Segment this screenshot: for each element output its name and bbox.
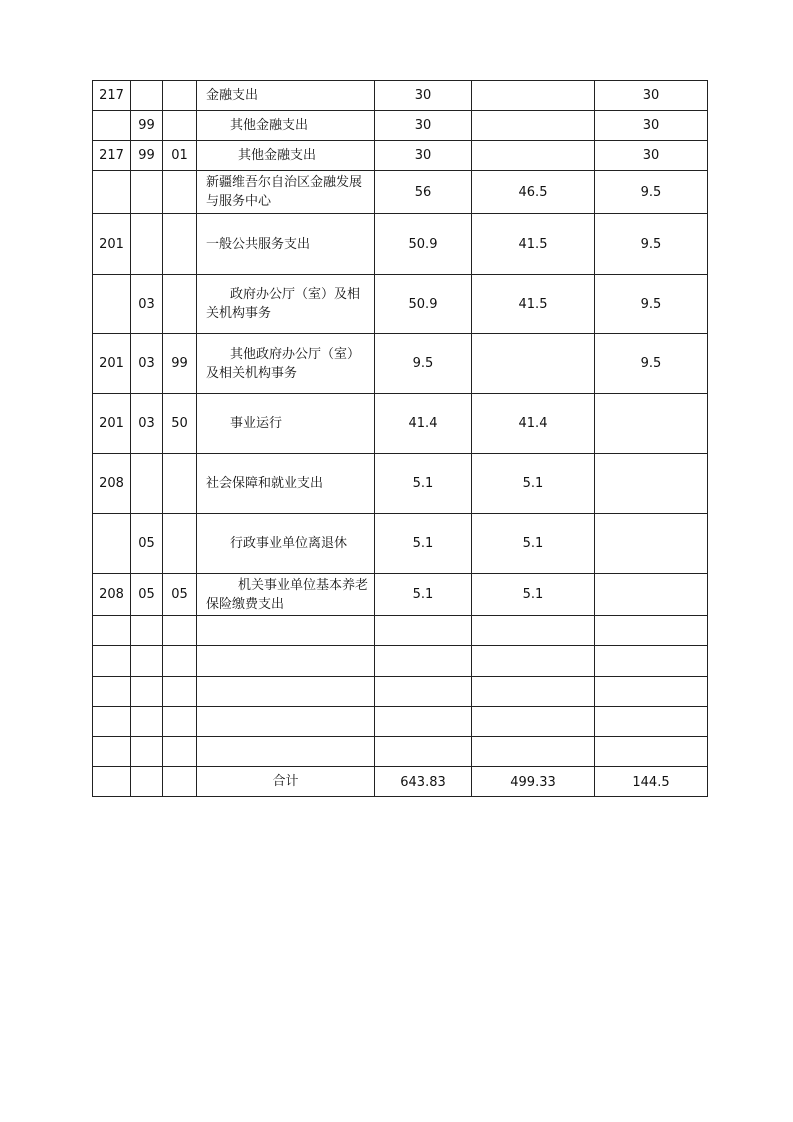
total-label: 合计 — [272, 774, 299, 789]
total-amount-cell: 41.4 — [375, 394, 472, 454]
basic-expense-cell — [472, 677, 595, 707]
kuan-code-cell — [131, 214, 163, 275]
project-expense-cell: 9.5 — [595, 214, 708, 275]
total-amount-cell: 5.1 — [375, 514, 472, 574]
basic-expense-cell: 41.4 — [472, 394, 595, 454]
basic-expense-cell — [472, 737, 595, 767]
total-row — [93, 767, 708, 797]
total-amount-cell — [375, 737, 472, 767]
item-name-cell — [197, 81, 375, 111]
xiang-code-cell — [163, 214, 197, 275]
item-name-cell — [197, 111, 375, 141]
project-expense-cell — [595, 646, 708, 677]
project-expense-cell — [595, 574, 708, 616]
kuan-code-cell: 99 — [131, 141, 163, 171]
total-amount-cell — [375, 616, 472, 646]
xiang-code-cell: 01 — [163, 141, 197, 171]
table-row — [93, 394, 708, 454]
item-name-cell — [197, 677, 375, 707]
lei-code-cell — [93, 737, 131, 767]
xiang-code-cell — [163, 81, 197, 111]
kuan-code-cell — [131, 707, 163, 737]
total-amount-cell — [375, 677, 472, 707]
lei-code-cell: 208 — [93, 574, 131, 616]
basic-expense-cell: 5.1 — [472, 454, 595, 514]
xiang-code-cell — [163, 707, 197, 737]
basic-expense-cell: 41.5 — [472, 214, 595, 275]
project-expense-cell: 30 — [595, 141, 708, 171]
total-amount-cell: 50.9 — [375, 275, 472, 334]
xiang-code-cell — [163, 677, 197, 707]
item-name-cell — [197, 707, 375, 737]
xiang-code-cell — [163, 111, 197, 141]
kuan-code-cell — [131, 737, 163, 767]
lei-code-cell — [93, 514, 131, 574]
lei-code-cell — [93, 677, 131, 707]
item-name-cell — [197, 214, 375, 275]
total-amount-cell: 56 — [375, 171, 472, 214]
xiang-code-cell — [163, 454, 197, 514]
item-name: 其他金融支出 — [238, 148, 317, 163]
lei-code-cell: 208 — [93, 454, 131, 514]
project-expense-cell — [595, 514, 708, 574]
kuan-code-cell — [131, 454, 163, 514]
item-name-cell — [197, 514, 375, 574]
project-expense-cell: 9.5 — [595, 275, 708, 334]
lei-code-cell — [93, 616, 131, 646]
table-row — [93, 707, 708, 737]
lei-code-cell: 217 — [93, 81, 131, 111]
lei-code-cell: 217 — [93, 141, 131, 171]
item-name: 机关事业单位基本养老保险缴费支出 — [206, 577, 369, 612]
table-row — [93, 677, 708, 707]
kuan-code-cell — [131, 616, 163, 646]
xiang-code-cell: 50 — [163, 394, 197, 454]
item-name: 社会保障和就业支出 — [206, 476, 324, 491]
total-lei-cell — [93, 767, 131, 797]
lei-code-cell — [93, 111, 131, 141]
item-name-cell — [197, 275, 375, 334]
total-amount-cell: 9.5 — [375, 334, 472, 394]
table-row — [93, 275, 708, 334]
table-row — [93, 111, 708, 141]
lei-code-cell — [93, 171, 131, 214]
kuan-code-cell: 03 — [131, 275, 163, 334]
kuan-code-cell — [131, 81, 163, 111]
lei-code-cell: 201 — [93, 214, 131, 275]
xiang-code-cell — [163, 514, 197, 574]
item-name: 其他政府办公厅（室）及相关机构事务 — [206, 346, 361, 381]
total-amount-cell: 50.9 — [375, 214, 472, 275]
basic-expense-cell — [472, 334, 595, 394]
basic-expense-cell — [472, 81, 595, 111]
total-basic-cell: 499.33 — [472, 767, 595, 797]
kuan-code-cell: 05 — [131, 574, 163, 616]
total-kuan-cell — [131, 767, 163, 797]
budget-table — [92, 80, 708, 797]
table-row — [93, 646, 708, 677]
basic-expense-cell: 46.5 — [472, 171, 595, 214]
project-expense-cell: 9.5 — [595, 171, 708, 214]
total-amount-cell: 30 — [375, 141, 472, 171]
basic-expense-cell: 5.1 — [472, 514, 595, 574]
item-name: 政府办公厅（室）及相关机构事务 — [206, 287, 361, 321]
project-expense-cell — [595, 707, 708, 737]
kuan-code-cell — [131, 677, 163, 707]
basic-expense-cell — [472, 111, 595, 141]
kuan-code-cell: 03 — [131, 394, 163, 454]
project-expense-cell — [595, 454, 708, 514]
xiang-code-cell — [163, 616, 197, 646]
item-name-cell — [197, 574, 375, 616]
basic-expense-cell — [472, 707, 595, 737]
item-name-cell — [197, 141, 375, 171]
lei-code-cell — [93, 275, 131, 334]
basic-expense-cell — [472, 616, 595, 646]
item-name: 新疆维吾尔自治区金融发展与服务中心 — [206, 175, 363, 209]
kuan-code-cell: 03 — [131, 334, 163, 394]
item-name: 其他金融支出 — [230, 118, 309, 133]
table-row — [93, 737, 708, 767]
table-row — [93, 171, 708, 214]
table-row — [93, 574, 708, 616]
table-row — [93, 141, 708, 171]
table-row — [93, 81, 708, 111]
xiang-code-cell — [163, 275, 197, 334]
total-xiang-cell — [163, 767, 197, 797]
lei-code-cell: 201 — [93, 334, 131, 394]
item-name-cell — [197, 171, 375, 214]
item-name-cell — [197, 646, 375, 677]
table-body — [93, 81, 708, 797]
item-name: 金融支出 — [206, 88, 259, 103]
total-amount-cell: 5.1 — [375, 574, 472, 616]
project-expense-cell: 9.5 — [595, 334, 708, 394]
item-name-cell — [197, 334, 375, 394]
kuan-code-cell — [131, 646, 163, 677]
lei-code-cell: 201 — [93, 394, 131, 454]
total-amount-cell: 30 — [375, 81, 472, 111]
project-expense-cell: 30 — [595, 111, 708, 141]
item-name-cell — [197, 616, 375, 646]
item-name: 行政事业单位离退休 — [230, 536, 348, 551]
xiang-code-cell — [163, 737, 197, 767]
table-row — [93, 514, 708, 574]
table-row — [93, 214, 708, 275]
total-label-cell — [197, 767, 375, 797]
project-expense-cell — [595, 616, 708, 646]
total-amount-cell — [375, 646, 472, 677]
project-expense-cell — [595, 677, 708, 707]
lei-code-cell — [93, 646, 131, 677]
xiang-code-cell: 99 — [163, 334, 197, 394]
table-row — [93, 616, 708, 646]
total-project-cell: 144.5 — [595, 767, 708, 797]
item-name: 事业运行 — [230, 416, 283, 431]
lei-code-cell — [93, 707, 131, 737]
xiang-code-cell — [163, 171, 197, 214]
project-expense-cell — [595, 394, 708, 454]
table-row — [93, 454, 708, 514]
item-name-cell — [197, 394, 375, 454]
project-expense-cell — [595, 737, 708, 767]
xiang-code-cell: 05 — [163, 574, 197, 616]
table-row — [93, 334, 708, 394]
basic-expense-cell: 5.1 — [472, 574, 595, 616]
kuan-code-cell: 99 — [131, 111, 163, 141]
total-amount-cell — [375, 707, 472, 737]
item-name-cell — [197, 737, 375, 767]
total-amount-cell: 643.83 — [375, 767, 472, 797]
basic-expense-cell: 41.5 — [472, 275, 595, 334]
project-expense-cell: 30 — [595, 81, 708, 111]
total-amount-cell: 5.1 — [375, 454, 472, 514]
xiang-code-cell — [163, 646, 197, 677]
basic-expense-cell — [472, 141, 595, 171]
kuan-code-cell — [131, 171, 163, 214]
total-amount-cell: 30 — [375, 111, 472, 141]
item-name: 一般公共服务支出 — [206, 236, 311, 252]
item-name-cell — [197, 454, 375, 514]
basic-expense-cell — [472, 646, 595, 677]
kuan-code-cell: 05 — [131, 514, 163, 574]
